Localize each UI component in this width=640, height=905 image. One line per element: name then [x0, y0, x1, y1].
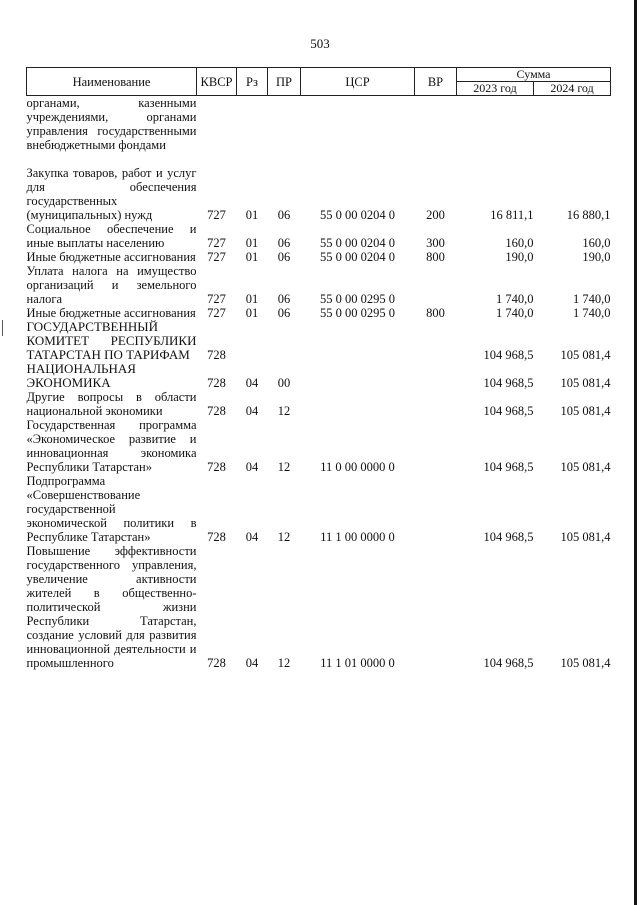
row-sum-2023: [457, 96, 534, 167]
row-kvsr: 728: [207, 656, 226, 670]
row-csr: 55 0 00 0204 0: [320, 208, 395, 222]
row-vr: [415, 418, 457, 474]
row-pr: 06: [277, 292, 291, 306]
table-row: [27, 96, 611, 167]
row-rz: 01: [245, 250, 259, 264]
table-row: [27, 474, 611, 544]
row-sum-2024: 105 081,4: [560, 376, 611, 390]
row-csr: [301, 320, 415, 362]
table-row: [27, 320, 611, 362]
col-header-2023: 2023 год: [457, 82, 534, 96]
page-number: 503: [310, 36, 330, 51]
row-pr: 06: [277, 250, 291, 264]
row-pr: 06: [277, 208, 291, 222]
row-csr: 55 0 00 0295 0: [320, 292, 395, 306]
row-pr: 12: [277, 656, 291, 670]
col-header-name: Наименование: [27, 68, 197, 96]
row-vr: [415, 390, 457, 418]
row-rz: 01: [245, 208, 259, 222]
col-header-pr: ПР: [268, 68, 301, 96]
scan-margin-mark: [2, 320, 3, 336]
col-header-kvsr: КВСР: [197, 68, 237, 96]
row-name: Повышение эффективности государственного управления, увеличение активности жителей в общественно-политической жизни Республики Татарстан, создание условий для развития инновационной деятельности и промышленного: [26, 544, 197, 670]
row-csr: [301, 96, 415, 167]
row-pr: 12: [277, 460, 291, 474]
row-csr: 55 0 00 0204 0: [320, 236, 395, 250]
row-name: Иные бюджетные ассигнования: [26, 250, 196, 264]
row-rz: 04: [245, 376, 259, 390]
row-sum-2024: 105 081,4: [560, 404, 611, 418]
row-csr: 55 0 00 0204 0: [320, 250, 395, 264]
row-rz: [237, 96, 268, 167]
row-rz: 04: [245, 460, 259, 474]
row-vr: [415, 320, 457, 362]
row-vr: [415, 544, 457, 670]
row-name: органами, казенными учреждениями, органами управления государственными внебюджетными фондами: [26, 96, 197, 152]
row-name: Иные бюджетные ассигнования: [26, 306, 196, 320]
table-body: [27, 96, 611, 671]
row-sum-2023: 160,0: [505, 236, 534, 250]
row-vr: [415, 264, 457, 306]
row-kvsr: [197, 96, 237, 167]
row-vr: [415, 96, 457, 167]
row-csr: [301, 362, 415, 390]
budget-table: [26, 67, 611, 670]
row-vr: 800: [426, 250, 445, 264]
row-vr: [415, 474, 457, 544]
table-row: [27, 250, 611, 264]
table-row: [27, 544, 611, 670]
row-kvsr: 727: [207, 292, 226, 306]
row-pr: 06: [277, 306, 291, 320]
col-header-2024: 2024 год: [534, 82, 611, 96]
row-rz: [237, 320, 268, 362]
table-row: [27, 222, 611, 250]
row-vr: [415, 362, 457, 390]
table-row: [27, 306, 611, 320]
row-pr: [268, 96, 301, 167]
row-pr: 12: [277, 530, 291, 544]
row-sum-2024: 105 081,4: [560, 656, 611, 670]
row-sum-2023: 104 968,5: [483, 460, 534, 474]
row-kvsr: 728: [207, 460, 226, 474]
row-vr: 200: [426, 208, 445, 222]
row-sum-2024: 1 740,0: [573, 292, 611, 306]
col-header-sum: Сумма: [457, 68, 611, 82]
row-name: Социальное обеспечение и иные выплаты населению: [26, 222, 197, 250]
row-rz: 01: [245, 306, 259, 320]
row-name: Другие вопросы в области национальной экономики: [26, 390, 197, 418]
row-rz: 04: [245, 404, 259, 418]
row-sum-2023: 104 968,5: [483, 656, 534, 670]
row-csr: 11 0 00 0000 0: [320, 460, 395, 474]
row-name: Подпрограмма «Совершенствование государственной экономической политики в Республике Татарстан»: [26, 474, 197, 544]
row-sum-2024: 16 880,1: [566, 208, 611, 222]
row-sum-2023: 1 740,0: [496, 306, 534, 320]
row-kvsr: 728: [207, 530, 226, 544]
row-name: ГОСУДАРСТВЕННЫЙ КОМИТЕТ РЕСПУБЛИКИ ТАТАРСТАН ПО ТАРИФАМ: [26, 319, 197, 362]
row-pr: 00: [277, 376, 291, 390]
row-pr: 12: [277, 404, 291, 418]
row-sum-2024: 105 081,4: [560, 460, 611, 474]
table-row: [27, 418, 611, 474]
row-sum-2024: [534, 96, 611, 167]
row-kvsr: 727: [207, 236, 226, 250]
row-name: Закупка товаров, работ и услуг для обеспечения государственных (муниципальных) нужд: [26, 166, 197, 222]
row-sum-2023: 104 968,5: [483, 348, 534, 362]
row-name: Уплата налога на имущество организаций и земельного налога: [26, 264, 197, 306]
row-rz: 01: [245, 292, 259, 306]
table-row: [27, 166, 611, 222]
row-pr: 06: [277, 236, 291, 250]
row-sum-2023: 104 968,5: [483, 376, 534, 390]
row-kvsr: 728: [207, 348, 226, 362]
row-kvsr: 727: [207, 208, 226, 222]
row-vr: 300: [426, 236, 445, 250]
table-row: [27, 362, 611, 390]
row-rz: 04: [245, 656, 259, 670]
row-sum-2023: 104 968,5: [483, 404, 534, 418]
row-sum-2023: 16 811,1: [490, 208, 534, 222]
row-csr: [301, 390, 415, 418]
row-pr: [268, 320, 301, 362]
col-header-rz: Рз: [237, 68, 268, 96]
row-csr: 11 1 00 0000 0: [320, 530, 395, 544]
row-sum-2023: 1 740,0: [496, 292, 534, 306]
row-sum-2023: 190,0: [505, 250, 534, 264]
row-rz: 04: [245, 530, 259, 544]
row-kvsr: 727: [207, 250, 226, 264]
row-rz: 01: [245, 236, 259, 250]
table-row: [27, 264, 611, 306]
row-sum-2024: 105 081,4: [560, 348, 611, 362]
row-vr: 800: [426, 306, 445, 320]
row-sum-2024: 105 081,4: [560, 530, 611, 544]
row-kvsr: 728: [207, 404, 226, 418]
table-header: [27, 68, 611, 96]
table-row: [27, 390, 611, 418]
row-sum-2024: 1 740,0: [573, 306, 611, 320]
scan-edge-line: [634, 0, 637, 905]
row-name: НАЦИОНАЛЬНАЯ ЭКОНОМИКА: [26, 361, 136, 390]
col-header-csr: ЦСР: [301, 68, 415, 96]
row-kvsr: 728: [207, 376, 226, 390]
col-header-vr: ВР: [415, 68, 457, 96]
row-csr: 55 0 00 0295 0: [320, 306, 395, 320]
row-sum-2023: 104 968,5: [483, 530, 534, 544]
row-kvsr: 727: [207, 306, 226, 320]
row-name: Государственная программа «Экономическое развитие и инновационная экономика Республики Татарстан»: [26, 418, 197, 474]
row-csr: 11 1 01 0000 0: [320, 656, 395, 670]
row-sum-2024: 190,0: [582, 250, 611, 264]
row-sum-2024: 160,0: [582, 236, 611, 250]
